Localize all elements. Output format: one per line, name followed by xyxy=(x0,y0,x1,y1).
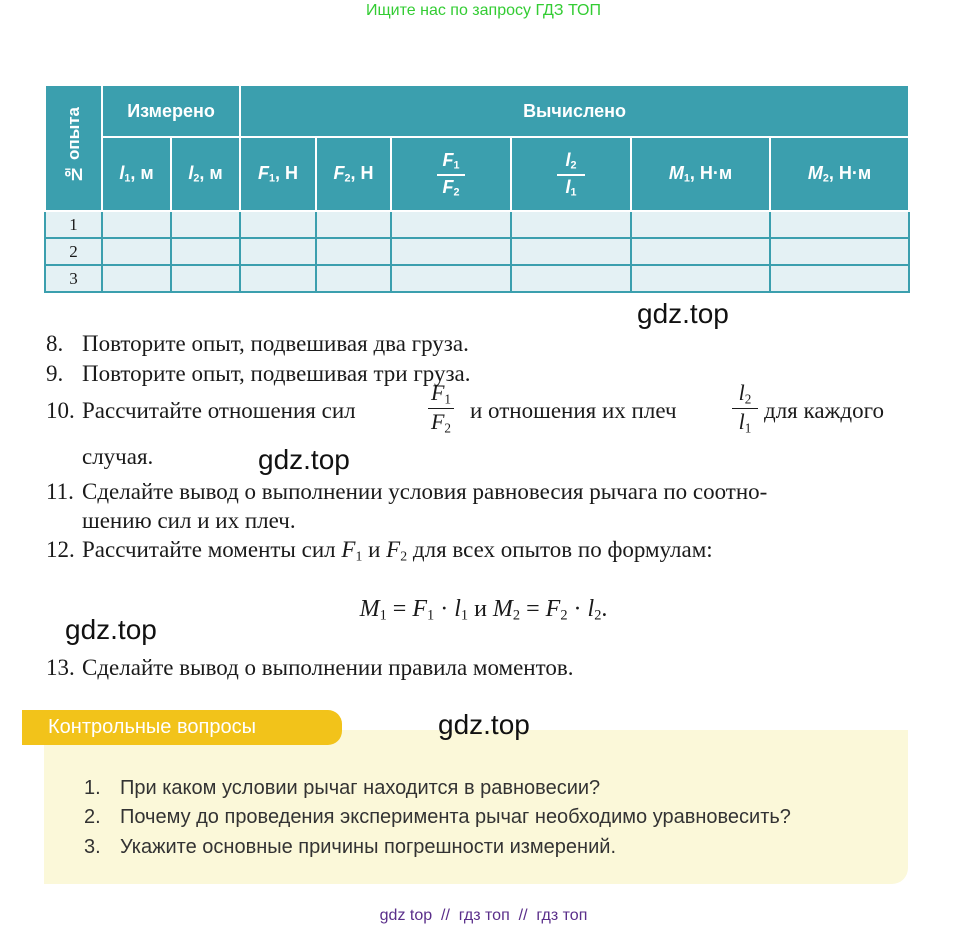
step-13: 13. Сделайте вывод о выполнении правила моментов. xyxy=(46,655,574,680)
header-force-ratio: $\frac{F_1}{F_2}$ xyxy=(391,137,511,211)
questions-title: Контрольные вопросы xyxy=(48,716,256,738)
table-row xyxy=(45,265,909,292)
header-m2: $M_2$, Н·м xyxy=(770,137,909,211)
row-number: 1 xyxy=(45,211,102,238)
experiment-table xyxy=(44,84,910,293)
header-l1: $l_1$, м xyxy=(102,137,171,211)
header-m1: $M_1$, Н·м xyxy=(631,137,770,211)
question-item: 2. Почему до проведения эксперимента рычаг необходимо уравновесить? xyxy=(84,806,791,828)
moment-formula: $M_1 = F_1 \cdot l_1$ и $M_2 = F_2 \cdot l_2$. xyxy=(359,596,608,624)
footer-links: gdz top // гдз топ // гдз топ xyxy=(379,907,588,924)
watermark: gdz.top xyxy=(258,444,350,475)
header-l2: $l_2$, м xyxy=(171,137,240,211)
step-9: 9. Повторите опыт, подвешивая три груза. xyxy=(46,361,471,386)
header-measured: Измерено xyxy=(102,85,240,137)
row-number: 2 xyxy=(45,238,102,265)
step-10-cont: случая. xyxy=(82,444,154,469)
header-arm-ratio: $\frac{l_2}{l_1}$ xyxy=(511,137,631,211)
row-number: 3 xyxy=(45,265,102,292)
header-f1: $F_1$, Н xyxy=(240,137,316,211)
header-experiment-number: № опыта xyxy=(45,85,102,211)
watermark: gdz.top xyxy=(637,298,729,329)
step-8: 8. Повторите опыт, подвешивая два груза. xyxy=(46,331,469,356)
step-11: 11. Сделайте вывод о выполнении условия равновесия рычага по соотно- xyxy=(46,479,768,504)
watermark: gdz.top xyxy=(438,709,530,740)
header-f2: $F_2$, Н xyxy=(316,137,391,211)
step-12: 12. Рассчитайте моменты сил $F_1$ и $F_2$ для всех опытов по формулам: xyxy=(46,537,713,564)
search-banner: Ищите нас по запросу ГДЗ ТОП xyxy=(366,2,601,19)
step-10: 10. Рассчитайте отношения сил $F_1$ $F_2$ и отношения их плеч $l_2$ $l_1$ для каждого xyxy=(46,380,884,435)
table-row xyxy=(45,211,909,238)
header-calculated: Вычислено xyxy=(240,85,909,137)
question-item: 3. Укажите основные причины погрешности измерений. xyxy=(84,836,616,858)
watermark: gdz.top xyxy=(65,614,157,645)
question-item: 1. При каком условии рычаг находится в равновесии? xyxy=(84,777,601,799)
table-row xyxy=(45,238,909,265)
step-11-cont: шению сил и их плеч. xyxy=(82,508,296,533)
